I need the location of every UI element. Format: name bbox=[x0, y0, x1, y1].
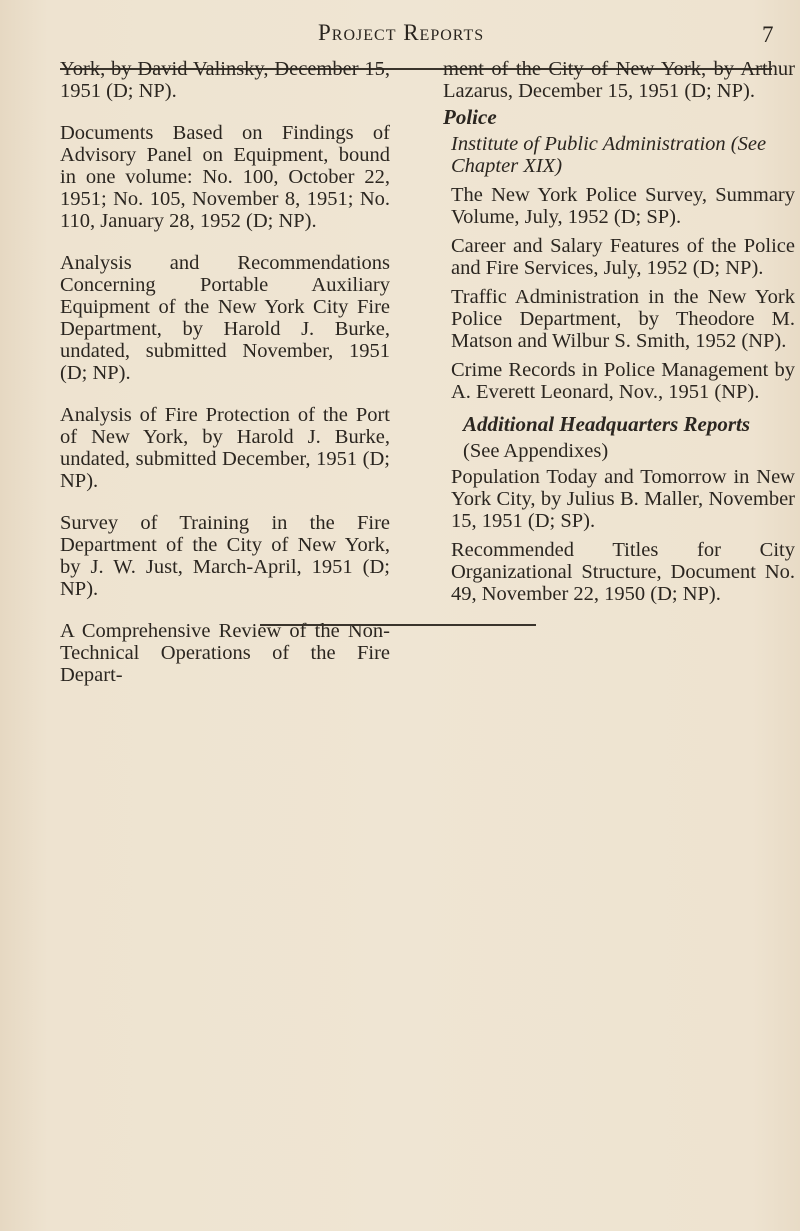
report-entry: Population Today and Tomorrow in New York City, by Julius B. Maller, November 15, 1951 (D; SP). bbox=[451, 466, 795, 532]
report-entry: Documents Based on Findings of Advisory Panel on Equipment, bound in one volume: No. 100, October 22, 1951; No. 105, November 8, 1951; No. 110, January 28, 1952 (D; NP). bbox=[60, 122, 390, 232]
report-entry: Crime Records in Police Management by A. Everett Leonard, Nov., 1951 (NP). bbox=[451, 359, 795, 403]
section-heading-police: Police bbox=[443, 105, 497, 129]
report-entry: The New York Police Survey, Summary Volume, July, 1952 (D; SP). bbox=[451, 184, 795, 228]
left-column bbox=[60, 58, 390, 706]
section-heading-additional: Additional Headquarters Reports bbox=[463, 412, 751, 436]
page-header bbox=[0, 20, 800, 50]
report-entry: Recommended Titles for City Organizational Structure, Document No. 49, November 22, 1950 (D; NP). bbox=[451, 539, 795, 605]
right-column bbox=[443, 58, 795, 612]
appendix-note: (See Appendixes) bbox=[463, 440, 609, 462]
report-entry: Career and Salary Features of the Police and Fire Services, July, 1952 (D; NP). bbox=[451, 235, 795, 279]
subsection-heading-institute: Institute of Public Administration (See Chapter XIX) bbox=[451, 133, 767, 177]
report-entry: Survey of Training in the Fire Department of the City of New York, by J. W. Just, March-April, 1951 (D; NP). bbox=[60, 512, 390, 600]
report-entry: A Comprehensive Review of the Non-Technical Operations of the Fire Depart- bbox=[60, 620, 390, 686]
report-entry: Analysis of Fire Protection of the Port of New York, by Harold J. Burke, undated, submitted December, 1951 (D; NP). bbox=[60, 404, 390, 492]
section-end-rule bbox=[260, 624, 536, 626]
page-number: 7 bbox=[762, 22, 774, 47]
report-entry: Traffic Administration in the New York Police Department, by Theodore M. Matson and Wilbur S. Smith, 1952 (NP). bbox=[451, 286, 795, 352]
running-title: Project Reports bbox=[318, 20, 485, 45]
report-entry: York, by David Valinsky, December 15, 1951 (D; NP). bbox=[60, 58, 390, 102]
report-entry-continuation: ment of the City of New York, by Arthur Lazarus, December 15, 1951 (D; NP). bbox=[443, 58, 795, 102]
report-entry: Analysis and Recommendations Concerning Portable Auxiliary Equipment of the New York City Fire Department, by Harold J. Burke, undated, submitted November, 1951 (D; NP). bbox=[60, 252, 390, 384]
